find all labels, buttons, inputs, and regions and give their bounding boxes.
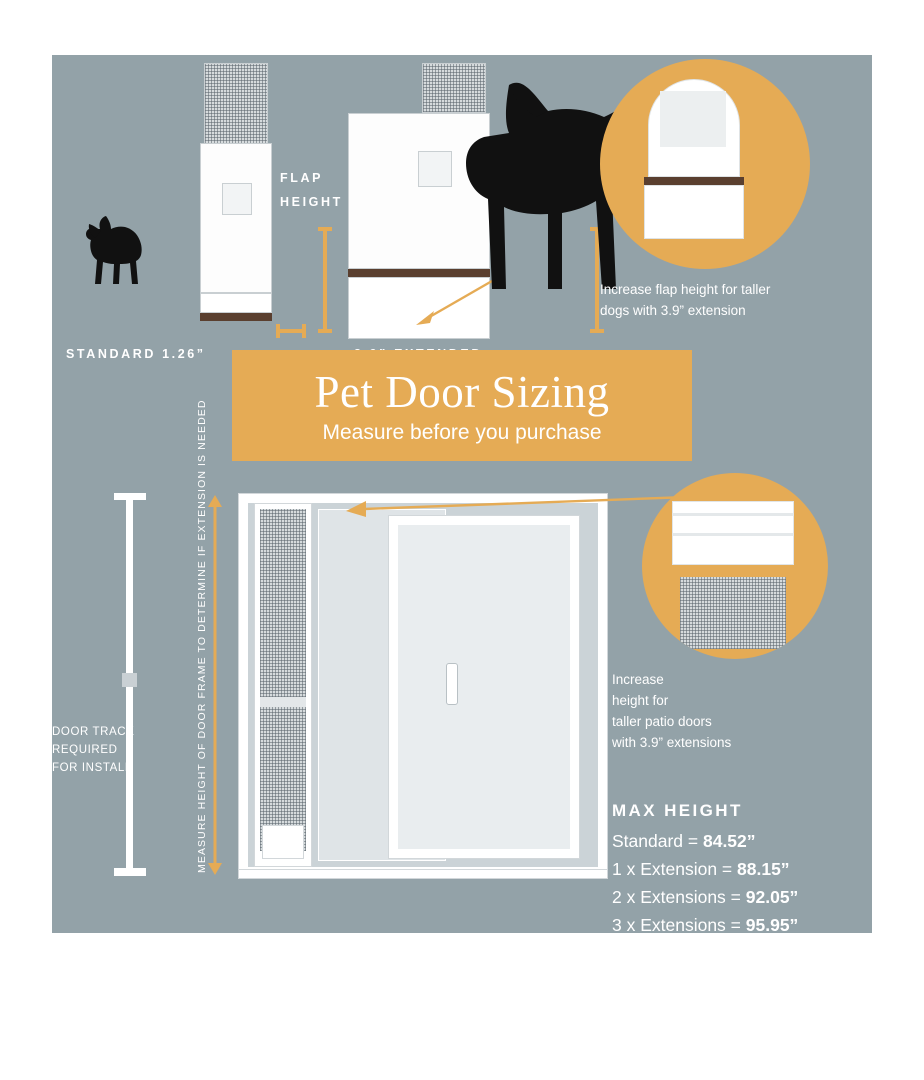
standard-panel-sill [200,293,272,313]
standard-panel-screen [204,63,268,145]
callout-extension-screen [680,577,786,649]
pet-door-sizing-infographic [52,55,872,962]
sliding-panel-front-glass [398,525,570,849]
door-track-top-cap [114,493,146,500]
max-height-row: 1 x Extension = 88.15” [612,859,790,879]
pet-door-insert-screen-upper [260,509,306,697]
door-handle [446,663,458,705]
extensions-footnote: Extensions sold separately [612,945,797,962]
max-height-row: Standard = 84.52” [612,831,756,851]
title-banner [232,350,692,461]
max-height-row: 3 x Extensions = 95.95” [612,915,799,935]
patio-extension-callout-text: Increase height for taller patio doors with 3.9” extensions [612,672,732,750]
door-track-bottom-cap [114,868,146,876]
flap-extension-callout-text: Increase flap height for taller dogs with 3.9” extension [600,282,771,318]
standard-panel-base [200,313,272,321]
pet-door-insert-divider [260,697,306,707]
patio-extension-callout-circle [642,473,828,659]
patio-callout-pointer-icon [274,489,694,533]
max-height-title: MAX HEIGHT [612,801,743,820]
callout-extension-line2 [672,533,794,536]
standard-panel-body [200,143,272,293]
flap-height-label-line1: FLAP [280,171,324,185]
standard-flap-height-measure-icon [274,320,308,342]
patio-door-threshold [238,869,608,879]
standard-size-label: STANDARD 1.26” [66,347,206,361]
flap-height-label-line2: HEIGHT [280,195,343,209]
flap-height-arrow-left-icon [314,225,336,335]
max-height-row: 2 x Extensions = 92.05” [612,887,799,907]
extended-panel-window [418,151,452,187]
page-title: Pet Door Sizing [314,366,610,417]
page-subtitle: Measure before you purchase [322,420,602,444]
door-track-note: DOOR TRACK REQUIRED FOR INSTALL [52,726,135,774]
pet-door-insert-flap [262,825,304,859]
measure-height-note: MEASURE HEIGHT OF DOOR FRAME TO DETERMINE IF EXTENSION IS NEEDED [196,399,208,873]
callout-door-divider [644,177,744,185]
top-comparison-section [52,55,872,361]
standard-panel-flap [222,183,252,215]
small-dog-silhouette-icon [70,215,166,305]
door-track-roller [122,673,137,687]
flap-extension-callout-circle [600,59,810,269]
callout-door-window [660,91,726,147]
callout-door-flap [644,185,744,239]
callout-extension-line1 [672,513,794,516]
